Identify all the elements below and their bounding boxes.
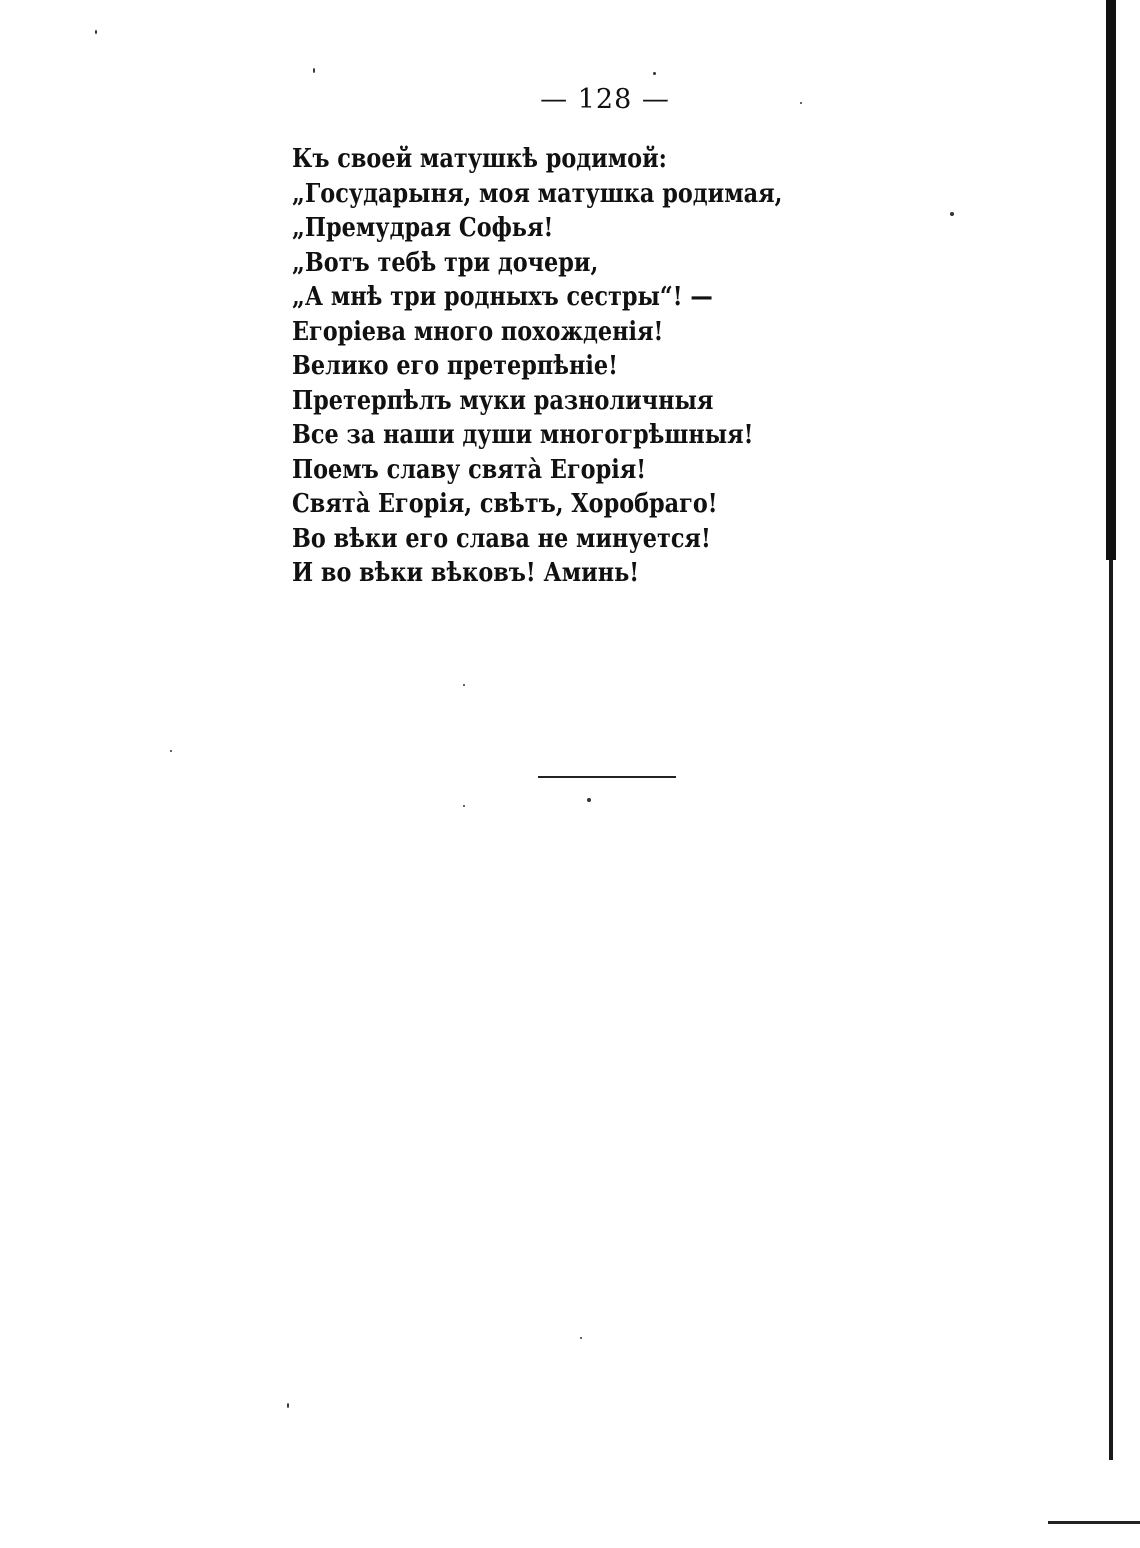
verse-line: И во вѣки вѣковъ! Аминь! (292, 558, 640, 588)
verse-block (292, 142, 862, 591)
verse-line: „Государыня, моя матушка родимая, (292, 178, 783, 209)
verse-line: Къ своей матушкѣ родимой: (292, 144, 667, 174)
ink-speck (580, 1337, 582, 1339)
verse-line: Все за наши души многогрѣшныя! (292, 420, 754, 450)
corner-mark (1048, 1521, 1140, 1524)
end-rule (538, 776, 676, 778)
verse-line: Во вѣки его слава не минуется! (292, 523, 711, 554)
verse-line: „Вотъ тебѣ три дочери, (292, 247, 599, 278)
spine-shadow-lower (1109, 560, 1113, 1460)
verse-line: Претерпѣлъ муки разноличныя (292, 385, 714, 416)
spine-shadow (1106, 0, 1116, 560)
ink-speck (313, 68, 315, 73)
ink-speck (587, 798, 591, 802)
page-number: — 128 — (540, 84, 670, 115)
ink-speck (170, 750, 172, 752)
ink-speck (463, 805, 465, 807)
ink-speck (800, 102, 802, 104)
ink-speck (287, 1403, 289, 1408)
verse-line: „Премудрая Софья! (292, 213, 554, 243)
ink-speck (95, 30, 97, 34)
verse-line: „А мнѣ три родныхъ сестры“! — (292, 282, 713, 312)
verse-line: Поемъ славу свята̀ Егорія! (292, 454, 647, 485)
ink-speck (950, 212, 954, 216)
verse-line: Велико его претерпѣніе! (292, 351, 618, 381)
verse-line: Егоріева много похожденія! (292, 316, 664, 347)
ink-speck (463, 684, 465, 686)
verse-line: Свята̀ Егорія, свѣтъ, Хоробраго! (292, 489, 718, 519)
ink-speck (653, 72, 656, 75)
